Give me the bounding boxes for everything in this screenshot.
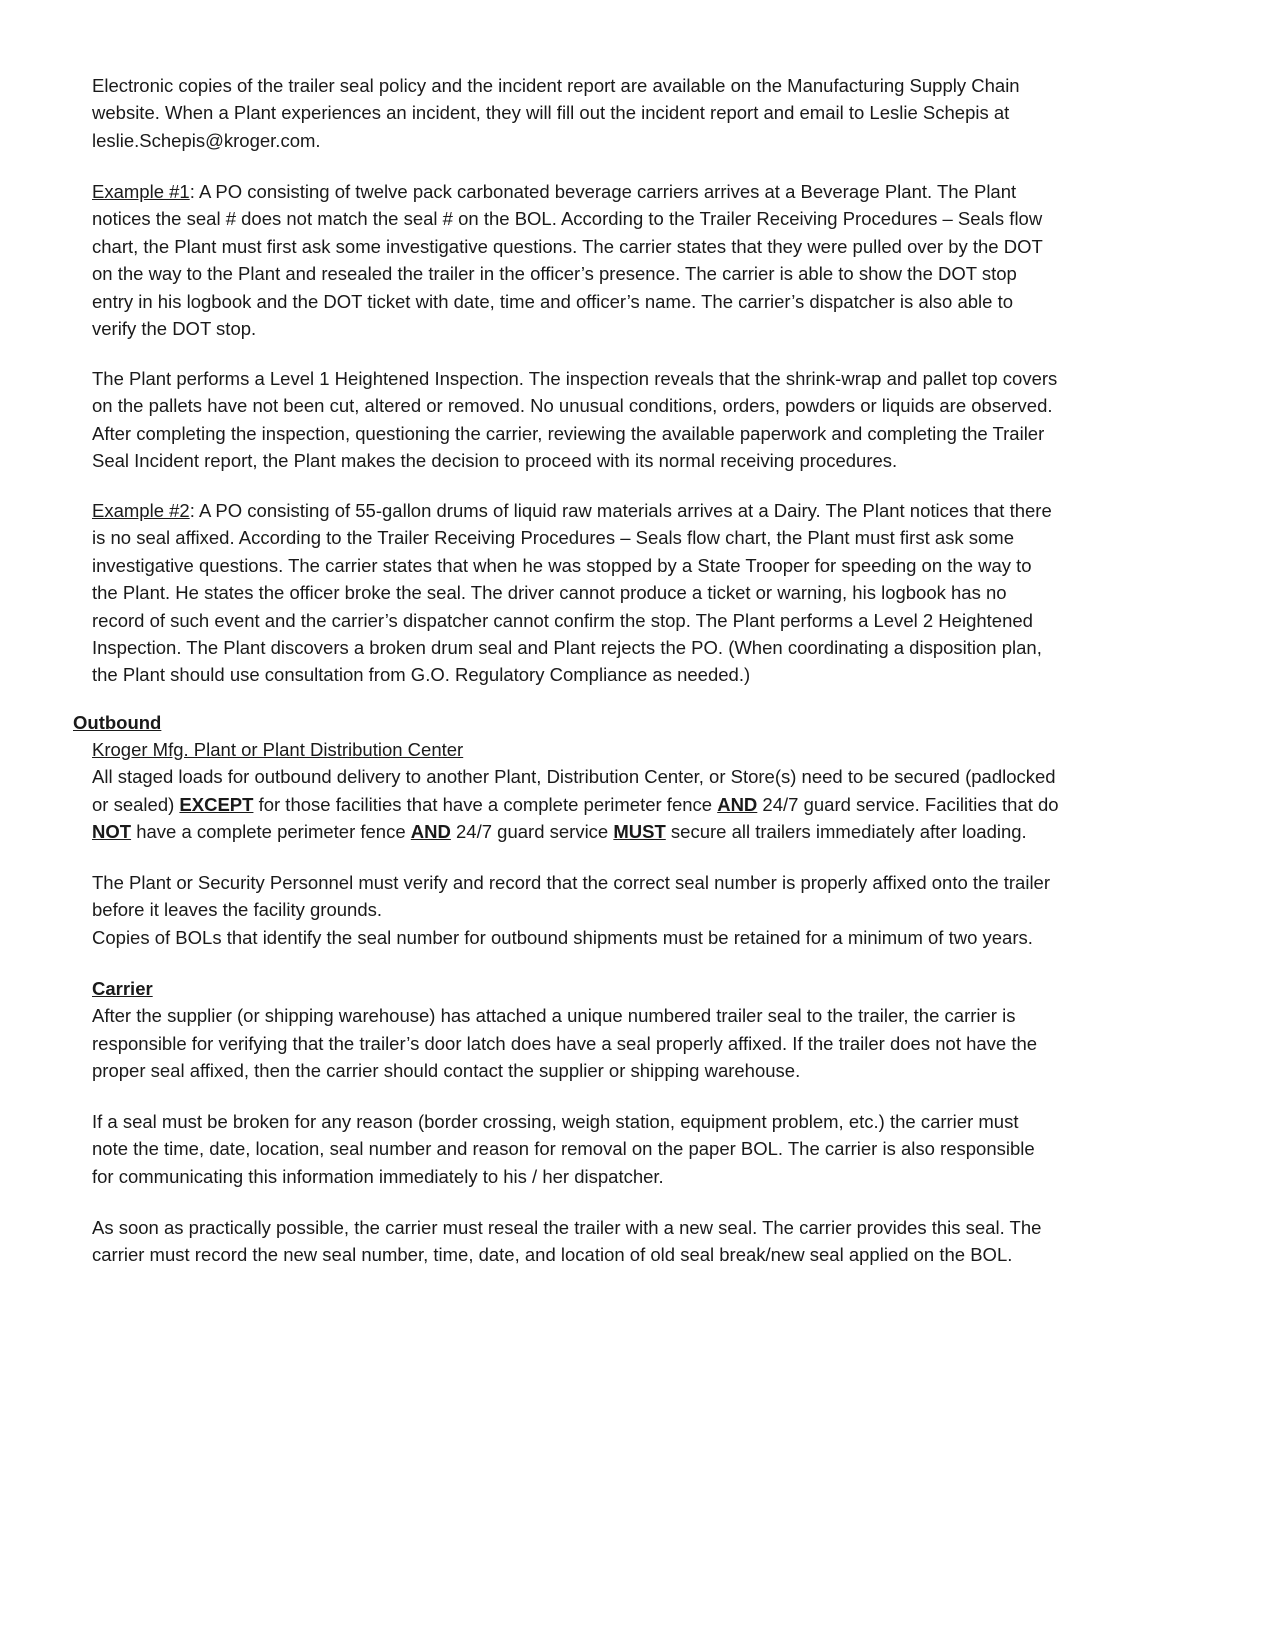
text-line: note the time, date, location, seal number and reason for removal on the paper BOL. The carrier is also responsible (92, 1138, 1035, 1160)
text-line: Copies of BOLs that identify the seal number for outbound shipments must be retained for a minimum of two years. (92, 926, 1033, 948)
not-emphasis: NOT (92, 821, 132, 843)
intro-paragraph (92, 72, 1242, 154)
example-1-label: Example #1 (92, 181, 190, 202)
text-line: chart, the Plant must first ask some investigative questions. The carrier states that they were pulled over by the DOT (92, 235, 1043, 257)
text-run: secure all trailers immediately after loading. (665, 821, 1027, 843)
carrier-reseal-paragraph (92, 1214, 1242, 1269)
text-line: the Plant. He states the officer broke the seal. The driver cannot produce a ticket or warning, his logbook has no (92, 582, 1007, 604)
text-run: for those facilities that have a complete perimeter fence (253, 793, 718, 815)
outbound-verify-paragraph (92, 869, 1242, 951)
text-line: As soon as practically possible, the carrier must reseal the trailer with a new seal. The carrier provides this seal. The (92, 1217, 1042, 1238)
text-line: leslie.Schepis@kroger.com. (92, 129, 321, 151)
outbound-subheading: Kroger Mfg. Plant or Plant Distribution Center (92, 739, 464, 760)
text-run: have a complete perimeter fence (131, 821, 411, 843)
text-line: Seal Incident report, the Plant makes the decision to proceed with its normal receiving procedures. (92, 450, 898, 472)
text-line: responsible for verifying that the trailer’s door latch does have a seal properly affixed. If the trailer does not have the (92, 1032, 1038, 1054)
carrier-broken-seal-paragraph (92, 1108, 1242, 1190)
text-line (92, 497, 1242, 524)
outbound-section (92, 736, 1242, 846)
text-run: 24/7 guard service (450, 821, 614, 843)
example-2-label: Example #2 (92, 500, 190, 521)
text-line: on the pallets have not been cut, altered or removed. No unusual conditions, orders, powders or liquids are observed. (92, 395, 1053, 417)
outbound-heading: Outbound (73, 712, 162, 733)
text-line: the Plant should use consultation from G.O. Regulatory Compliance as needed.) (92, 664, 751, 686)
text-line: record of such event and the carrier’s dispatcher cannot confirm the stop. The Plant performs a Level 2 Heightened (92, 609, 1033, 631)
text-line (92, 818, 1242, 845)
text-line: Inspection. The Plant discovers a broken drum seal and Plant rejects the PO. (When coordinating a disposition plan, (92, 637, 1042, 659)
must-emphasis: MUST (613, 821, 666, 843)
text-line: is no seal affixed. According to the Trailer Receiving Procedures – Seals flow chart, the Plant must first ask some (92, 527, 1015, 549)
text-line: notices the seal # does not match the seal # on the BOL. According to the Trailer Receiving Procedures – Seals flow (92, 208, 1043, 230)
text-line (92, 178, 1242, 205)
text-line: The Plant performs a Level 1 Heightened Inspection. The inspection reveals that the shrink-wrap and pallet top covers (92, 368, 1058, 389)
carrier-section (92, 975, 1242, 1085)
text-line: After the supplier (or shipping warehouse) has attached a unique numbered trailer seal to the trailer, the carrier is (92, 1005, 1016, 1027)
text-line: After completing the inspection, questioning the carrier, reviewing the available paperwork and completing the Trailer (92, 422, 1045, 444)
text-line: investigative questions. The carrier states that when he was stopped by a State Trooper for speeding on the way to (92, 554, 1032, 576)
text-run: or sealed) (92, 793, 180, 815)
text-line: carrier must record the new seal number, time, date, and location of old seal break/new seal applied on the BOL. (92, 1244, 1013, 1266)
inspection-paragraph (92, 365, 1242, 475)
text-line: website. When a Plant experiences an incident, they will fill out the incident report and email to Leslie Schepis at (92, 102, 1010, 124)
example-2-paragraph (92, 497, 1242, 689)
text-line (92, 791, 1242, 818)
text-line: The Plant or Security Personnel must verify and record that the correct seal number is properly affixed onto the trailer (92, 872, 1051, 893)
and-emphasis: AND (410, 821, 451, 843)
text-line: If a seal must be broken for any reason (border crossing, weigh station, equipment problem, etc.) the carrier must (92, 1111, 1019, 1132)
text-line: on the way to the Plant and resealed the trailer in the officer’s presence. The carrier is able to show the DOT stop (92, 263, 1017, 285)
example-1-paragraph (92, 178, 1242, 342)
text-line: All staged loads for outbound delivery to another Plant, Distribution Center, or Store(s) need to be secured (padlocked (92, 766, 1056, 788)
text-line: entry in his logbook and the DOT ticket with date, time and officer’s name. The carrier’s dispatcher is also able to (92, 290, 1014, 312)
text-run: : A PO consisting of 55-gallon drums of liquid raw materials arrives at a Dairy. The Plant notices that there (189, 500, 1052, 521)
text-line: proper seal affixed, then the carrier should contact the supplier or shipping warehouse. (92, 1060, 801, 1082)
text-run: : A PO consisting of twelve pack carbonated beverage carriers arrives at a Beverage Plant. The Plant (189, 181, 1017, 202)
except-emphasis: EXCEPT (179, 793, 254, 815)
text-line: for communicating this information immediately to his / her dispatcher. (92, 1165, 664, 1187)
and-emphasis: AND (717, 793, 758, 815)
text-line: Electronic copies of the trailer seal policy and the incident report are available on the Manufacturing Supply Chain (92, 75, 1020, 96)
text-run: 24/7 guard service. Facilities that do (757, 793, 1059, 815)
text-line: verify the DOT stop. (92, 318, 257, 340)
carrier-heading: Carrier (92, 978, 153, 999)
text-line: before it leaves the facility grounds. (92, 899, 382, 921)
